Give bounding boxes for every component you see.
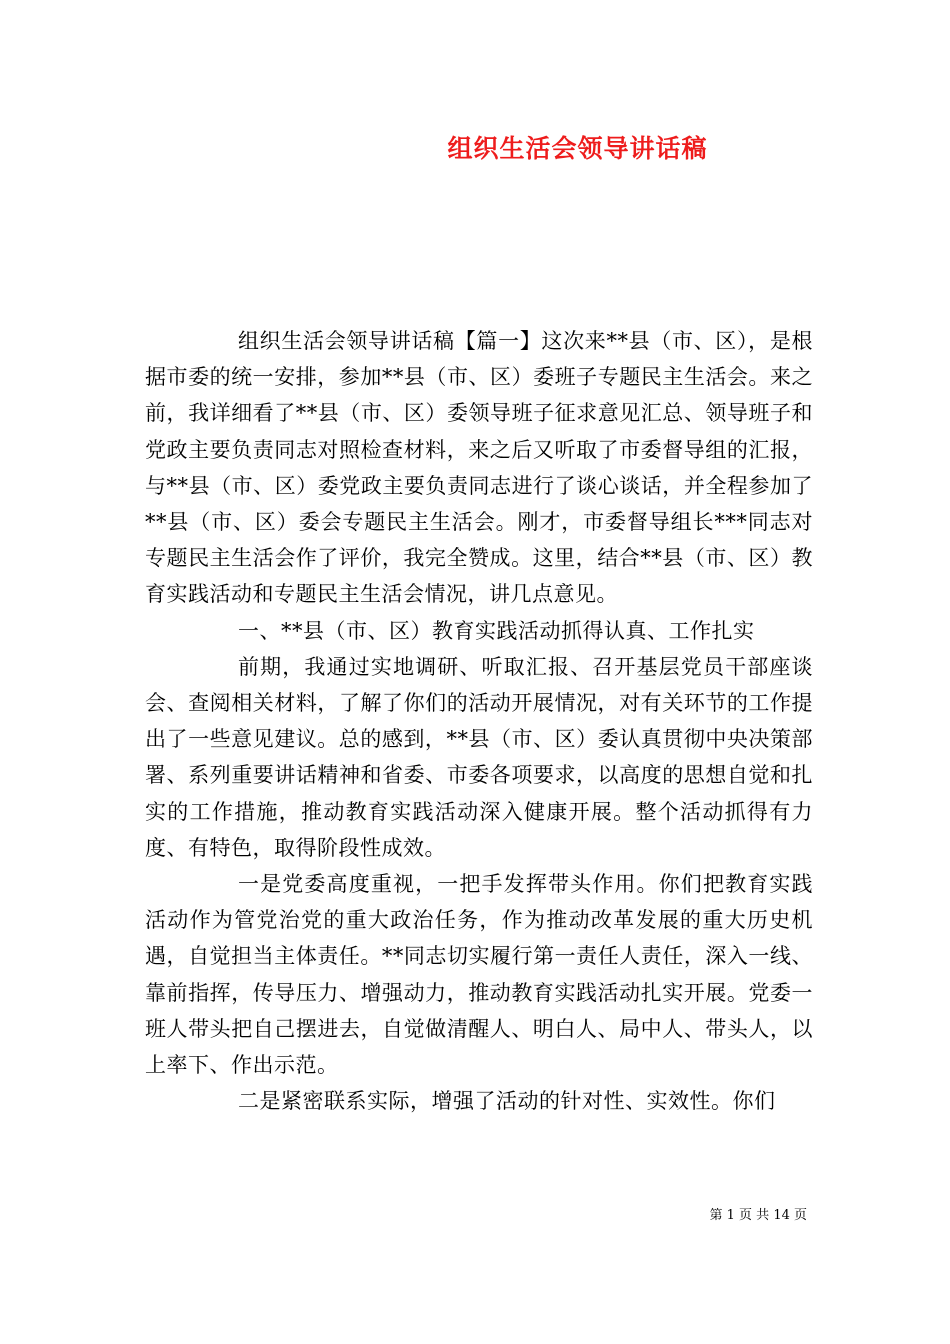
- document-title: 组织生活会领导讲话稿: [447, 134, 708, 163]
- paragraph-summary: 前期，我通过实地调研、听取汇报、召开基层党员干部座谈会、查阅相关材料，了解了你们的活动开展情况，对有关环节的工作提出了一些意见建议。总的感到，**县（市、区）委认真贯彻中央决策部署、系列重要讲话精神和省委、市委各项要求，以高度的思想自觉和扎实的工作措施，推动教育实践活动深入健康开展。整个活动抓得有力度、有特色，取得阶段性成效。: [145, 654, 813, 860]
- document-body: [145, 323, 813, 1119]
- paragraph-point-2: 二是紧密联系实际，增强了活动的针对性、实效性。你们: [238, 1089, 776, 1114]
- section-heading-1: 一、**县（市、区）教育实践活动抓得认真、工作扎实: [238, 618, 755, 643]
- paragraph-point-1: 一是党委高度重视，一把手发挥带头作用。你们把教育实践活动作为管党治党的重大政治任务，作为推动改革发展的重大历史机遇，自觉担当主体责任。**同志切实履行第一责任人责任，深入一线、靠前指挥，传导压力、增强动力，推动教育实践活动扎实开展。党委一班人带头把自己摆进去，自觉做清醒人、明白人、局中人、带头人，以上率下、作出示范。: [145, 872, 813, 1078]
- paragraph-intro: 组织生活会领导讲话稿【篇一】这次来**县（市、区），是根据市委的统一安排，参加**县（市、区）委班子专题民主生活会。来之前，我详细看了**县（市、区）委领导班子征求意见汇总、领导班子和党政主要负责同志对照检查材料，来之后又听取了市委督导组的汇报，与**县（市、区）委党政主要负责同志进行了谈心谈话，并全程参加了**县（市、区）委会专题民主生活会。刚才，市委督导组长***同志对专题民主生活会作了评价，我完全赞成。这里，结合**县（市、区）教育实践活动和专题民主生活会情况，讲几点意见。: [145, 329, 813, 607]
- page-number: 第 1 页 共 14 页: [709, 1208, 807, 1223]
